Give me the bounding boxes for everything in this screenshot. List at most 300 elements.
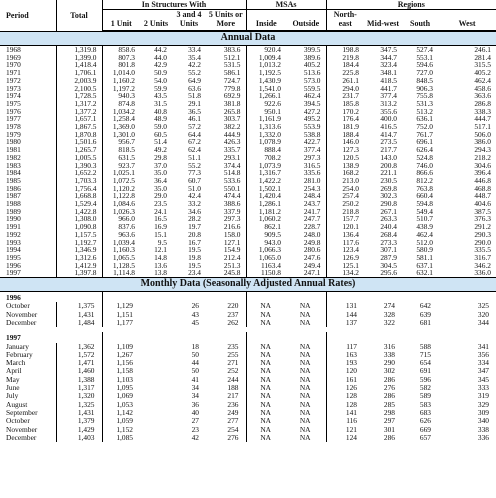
table-row	[0, 131, 496, 139]
cell-value: 54.0	[154, 76, 167, 85]
cell-value: 41	[191, 375, 199, 384]
cell-value: 681	[419, 318, 431, 327]
cell-value: 1,152	[116, 425, 133, 434]
row-period: 1975	[0, 100, 56, 108]
cell-value: 660.4	[416, 192, 433, 201]
cell-value: 141	[345, 408, 357, 417]
cell-value: 1,308.0	[56, 215, 102, 223]
cell-value: 13.6	[154, 261, 167, 270]
cell-value: 1,320	[56, 392, 102, 400]
cell-value: 302	[383, 367, 395, 376]
cell-value: 683	[419, 408, 431, 417]
cell-value: 319	[477, 392, 489, 401]
cell-value: 636.1	[416, 115, 433, 124]
cell-value: 29.0	[154, 192, 167, 201]
cell-value: 281.0	[286, 177, 326, 185]
empty-cell	[140, 409, 172, 417]
cell-value: 906.3	[416, 84, 433, 93]
cell-value: 254.0	[342, 184, 359, 193]
cell-value: 340	[477, 417, 489, 426]
cell-value: 48.9	[154, 115, 167, 124]
row-period: 1994	[0, 246, 56, 254]
cell-value: 1,160.2	[112, 76, 135, 85]
cell-value: 347.5	[380, 46, 397, 54]
cell-value: 1,332.0	[258, 130, 281, 139]
cell-value: 1,379	[56, 417, 102, 425]
cell-value: 37.0	[154, 161, 167, 170]
table-row	[0, 123, 496, 131]
cell-value: 329	[477, 400, 489, 409]
cell-value: 247.7	[286, 215, 326, 223]
cell-value: 235	[206, 343, 246, 351]
cell-value: 1,084.6	[112, 200, 135, 208]
cell-value: 33.4	[188, 46, 201, 54]
year-heading: 1997	[6, 333, 21, 343]
cell-value: 34.6	[188, 207, 201, 216]
cell-value: 138.9	[342, 161, 359, 170]
row-period: 1982	[0, 154, 56, 162]
cell-value: 276	[383, 384, 395, 393]
cell-value: 127.3	[342, 146, 359, 154]
cell-value: 247.6	[286, 254, 326, 262]
cell-value: 307.1	[380, 246, 397, 254]
cell-value: 250.2	[342, 200, 359, 208]
cell-value: 581.1	[416, 253, 433, 262]
cell-value: 290.0	[474, 238, 491, 247]
empty-cell	[140, 401, 172, 409]
row-period: June	[0, 384, 56, 392]
cell-value: 154.9	[206, 246, 246, 254]
table-row	[0, 200, 496, 208]
cell-value: 60.5	[154, 130, 167, 139]
cell-value: 1,397.8	[56, 269, 102, 277]
cell-value: 146.0	[342, 138, 359, 147]
empty-cell	[140, 367, 172, 375]
cell-value: 438.9	[416, 223, 433, 231]
cell-value: 36	[191, 400, 199, 409]
cell-value: 137	[345, 318, 357, 327]
table-row	[0, 92, 496, 100]
cell-value: 34	[191, 392, 199, 401]
row-period: 1979	[0, 131, 56, 139]
cell-value: 323.4	[380, 61, 397, 70]
cell-value: 517.1	[474, 123, 491, 131]
table-row	[0, 254, 496, 262]
cell-value: 462.4	[416, 230, 433, 239]
cell-value: 265.8	[206, 108, 246, 116]
cell-value: 304.5	[380, 261, 397, 270]
cell-value: 386.0	[474, 138, 491, 147]
cell-value: 1,390.3	[56, 162, 102, 170]
cell-value: 848.5	[416, 76, 433, 85]
cell-value: NA	[260, 392, 271, 401]
cell-value: 344.7	[380, 53, 397, 62]
cell-value: NA	[286, 367, 326, 375]
header-outside: Outside	[286, 10, 326, 31]
cell-value: 248.0	[286, 231, 326, 239]
cell-value: 213.0	[342, 176, 359, 185]
cell-value: 553.9	[286, 123, 326, 131]
cell-value: 1,265.7	[56, 146, 102, 154]
cell-value: 801.8	[118, 61, 135, 70]
cell-value: 67.2	[188, 138, 201, 147]
table-row	[0, 162, 496, 170]
cell-value: 513.2	[416, 107, 433, 116]
cell-value: 922.6	[264, 99, 281, 108]
cell-value: 297.3	[206, 215, 246, 223]
cell-value: 559.5	[286, 85, 326, 93]
cell-value: 1,258.4	[112, 115, 135, 124]
header-5-units-or-more: 5 Units or More	[206, 10, 246, 31]
cell-value: 583	[419, 400, 431, 409]
cell-value: 752.0	[416, 123, 433, 131]
cell-value: 29.8	[154, 153, 167, 162]
row-period: February	[0, 351, 56, 359]
table-row	[0, 223, 496, 231]
cell-value: 1,652.2	[56, 169, 102, 177]
cell-value: 1,346.9	[56, 246, 102, 254]
table-header	[0, 0, 496, 31]
cell-value: 49.2	[154, 146, 167, 154]
cell-value: 123.4	[342, 246, 359, 254]
row-period: October	[0, 302, 56, 310]
empty-cell	[140, 343, 172, 351]
cell-value: 193	[345, 359, 357, 368]
cell-value: 246.1	[474, 46, 491, 54]
cell-value: 18	[191, 342, 199, 351]
cell-value: 514.8	[206, 169, 246, 177]
row-period: October	[0, 417, 56, 425]
cell-value: 1,078.9	[258, 138, 281, 147]
cell-value: 42	[191, 433, 199, 442]
cell-value: 271	[206, 359, 246, 367]
cell-value: 244	[206, 376, 246, 384]
cell-value: 252	[206, 367, 246, 375]
table-row	[0, 54, 496, 62]
row-period: 1990	[0, 215, 56, 223]
cell-value: 943.0	[264, 238, 281, 247]
cell-value: 51.1	[188, 153, 201, 162]
cell-value: 588	[419, 342, 431, 351]
cell-value: 280.6	[286, 246, 326, 254]
cell-value: 347	[477, 367, 489, 376]
row-period: 1978	[0, 123, 56, 131]
cell-value: 249.4	[286, 262, 326, 270]
cell-value: 36.4	[154, 176, 167, 185]
cell-value: 940.3	[118, 92, 135, 100]
cell-value: 212.4	[206, 254, 246, 262]
table-row	[0, 46, 496, 54]
cell-value: 626	[419, 417, 431, 426]
table-row	[0, 192, 496, 200]
cell-value: 198.8	[342, 46, 359, 54]
cell-value: NA	[286, 426, 326, 434]
cell-value: 1,484	[56, 319, 102, 327]
cell-value: 163	[345, 350, 357, 359]
cell-value: 422.7	[286, 138, 326, 146]
cell-value: 120	[345, 367, 357, 376]
cell-value: 1,431	[56, 311, 102, 319]
cell-value: 294.0	[342, 84, 359, 93]
cell-value: 966.0	[118, 215, 135, 224]
cell-value: 248.4	[286, 192, 326, 200]
cell-value: 1,128.5	[112, 261, 135, 270]
cell-value: 19.8	[188, 253, 201, 262]
cell-value: 341	[477, 342, 489, 351]
cell-value: 230.5	[380, 176, 397, 185]
cell-value: 427.2	[286, 108, 326, 116]
cell-value: 325	[477, 302, 489, 311]
cell-value: 549.4	[416, 207, 433, 216]
cell-value: 44	[191, 359, 199, 368]
table-row	[0, 367, 496, 375]
cell-value: 14.8	[154, 253, 167, 262]
cell-value: NA	[260, 417, 271, 426]
cell-value: 27	[191, 417, 199, 426]
cell-value: 1,005.5	[56, 154, 102, 162]
cell-value: 1,181.2	[258, 207, 281, 216]
cell-value: 291.2	[474, 223, 491, 231]
cell-value: 418.5	[380, 76, 397, 85]
row-period: September	[0, 409, 56, 417]
cell-value: 301	[383, 425, 395, 434]
cell-value: 35.0	[154, 169, 167, 177]
cell-value: 31.5	[154, 99, 167, 108]
cell-value: 286.8	[474, 99, 491, 108]
cell-value: 383.6	[206, 46, 246, 54]
year-heading-row	[0, 332, 496, 342]
cell-value: 779.8	[206, 85, 246, 93]
cell-value: NA	[286, 343, 326, 351]
cell-value: 1,065.5	[112, 253, 135, 262]
cell-value: 388.6	[206, 200, 246, 208]
cell-value: 281.4	[474, 53, 491, 62]
cell-value: 243.7	[286, 200, 326, 208]
cell-value: 117.6	[342, 238, 359, 247]
cell-value: 42.4	[188, 192, 201, 201]
cell-value: 1,142	[116, 408, 133, 417]
cell-value: 158.0	[206, 231, 246, 239]
cell-value: 336	[477, 433, 489, 442]
cell-value: 40.8	[154, 107, 167, 116]
header-1-unit: 1 Unit	[102, 10, 140, 31]
cell-value: 273.5	[380, 138, 397, 147]
cell-value: NA	[260, 310, 271, 319]
table-row	[0, 239, 496, 247]
cell-value: 1,668.8	[56, 192, 102, 200]
cell-value: 715	[419, 350, 431, 359]
cell-value: 277	[206, 417, 246, 425]
cell-value: 1,192.5	[258, 69, 281, 77]
cell-value: 1,316.7	[258, 169, 281, 177]
cell-value: 261.1	[342, 76, 359, 85]
cell-value: 64.4	[188, 130, 201, 139]
cell-value: 692.9	[206, 92, 246, 100]
header-group-msas: MSAs	[246, 0, 326, 10]
cell-value: 1,160.3	[112, 246, 135, 254]
cell-value: 441.7	[380, 84, 397, 93]
cell-value: 29.1	[188, 99, 201, 108]
cell-value: 23.5	[154, 200, 167, 208]
cell-value: 1,399.0	[56, 54, 102, 62]
cell-value: 495.2	[286, 115, 326, 123]
cell-value: 59.0	[154, 123, 167, 131]
row-period: 1991	[0, 223, 56, 231]
table-row	[0, 269, 496, 277]
cell-value: 337.9	[206, 208, 246, 216]
cell-value: 1,867.5	[56, 123, 102, 131]
cell-value: 513.6	[286, 69, 326, 77]
cell-value: 320	[477, 310, 489, 319]
row-period: 1971	[0, 69, 56, 77]
cell-value: 33.2	[188, 200, 201, 208]
cell-value: 642	[419, 302, 431, 311]
cell-value: 1,090.8	[56, 223, 102, 231]
cell-value: 589	[419, 392, 431, 401]
row-period: 1989	[0, 208, 56, 216]
cell-value: 1,317.2	[56, 100, 102, 108]
cell-value: 144	[345, 310, 357, 319]
cell-value: 157.7	[342, 215, 359, 224]
cell-value: 632.1	[416, 269, 433, 278]
cell-value: 1,266.1	[258, 92, 281, 100]
cell-value: 1,073.9	[258, 161, 281, 170]
header-total: Total	[56, 0, 102, 31]
cell-value: NA	[286, 351, 326, 359]
cell-value: 956.7	[118, 138, 135, 147]
table-row	[0, 376, 496, 384]
cell-value: 336.0	[474, 269, 491, 278]
cell-value: 394.5	[286, 100, 326, 108]
cell-value: 1,085	[116, 433, 133, 442]
cell-value: 1,161.9	[258, 115, 281, 124]
cell-value: 131	[345, 302, 357, 311]
cell-value: 345	[477, 375, 489, 384]
row-period: July	[0, 392, 56, 400]
table-row	[0, 77, 496, 85]
cell-value: 458.6	[474, 84, 491, 93]
row-period: 1977	[0, 115, 56, 123]
cell-value: 1,095	[116, 384, 133, 393]
cell-value: 338	[477, 425, 489, 434]
header-inside: Inside	[246, 10, 286, 31]
header-south: South	[402, 10, 438, 31]
table-row	[0, 138, 496, 146]
cell-value: 55.2	[188, 69, 201, 77]
cell-value: 333	[477, 384, 489, 393]
cell-value: 57.2	[188, 123, 201, 131]
cell-value: 531.5	[206, 61, 246, 69]
cell-value: 1,319.8	[56, 46, 102, 54]
cell-value: 1,420.4	[258, 192, 281, 201]
cell-value: 377.4	[286, 146, 326, 154]
annual-data-table	[0, 46, 496, 277]
cell-value: 50	[191, 350, 199, 359]
cell-value: 273.3	[380, 238, 397, 247]
cell-value: 858.6	[118, 46, 135, 54]
cell-value: 16.7	[188, 238, 201, 247]
cell-value: 15.1	[154, 230, 167, 239]
cell-value: 2,003.9	[56, 77, 102, 85]
cell-value: 316.5	[286, 162, 326, 170]
year-heading-row	[0, 292, 496, 302]
cell-value: 553.1	[416, 53, 433, 62]
cell-value: 1,572	[56, 351, 102, 359]
cell-value: 594.8	[416, 200, 433, 208]
cell-value: 657	[419, 433, 431, 442]
cell-value: 134.2	[342, 269, 359, 278]
cell-value: 1,403	[56, 434, 102, 442]
table-row	[0, 417, 496, 425]
cell-value: 527.4	[416, 46, 433, 54]
cell-value: 45	[191, 318, 199, 327]
table-row	[0, 246, 496, 254]
cell-value: 285	[383, 400, 395, 409]
cell-value: NA	[260, 375, 271, 384]
cell-value: 267.1	[380, 207, 397, 216]
cell-value: NA	[260, 408, 271, 417]
cell-value: 126.9	[342, 253, 359, 262]
cell-value: 251.3	[206, 262, 246, 270]
row-period: 1969	[0, 54, 56, 62]
cell-value: 669	[419, 425, 431, 434]
cell-value: 1,529.4	[56, 200, 102, 208]
cell-value: 355.6	[380, 107, 397, 116]
cell-value: 35.4	[188, 53, 201, 62]
cell-value: 444.7	[474, 115, 491, 124]
cell-value: 43	[191, 310, 199, 319]
row-period: 1985	[0, 177, 56, 185]
cell-value: 538.8	[286, 131, 326, 139]
cell-value: 1,422.8	[56, 208, 102, 216]
cell-value: 286	[383, 392, 395, 401]
cell-value: NA	[286, 401, 326, 409]
cell-value: 446.8	[474, 176, 491, 185]
cell-value: 28.2	[188, 215, 201, 224]
empty-cell	[140, 417, 172, 425]
cell-value: 269.8	[380, 184, 397, 193]
table-row	[0, 108, 496, 116]
cell-value: 263.3	[380, 215, 397, 224]
cell-value: 216.6	[206, 223, 246, 231]
cell-value: 1,301.0	[112, 130, 135, 139]
cell-value: 696.1	[416, 138, 433, 147]
cell-value: 691	[419, 367, 431, 376]
cell-value: 1,657.1	[56, 115, 102, 123]
cell-value: 1,065.0	[258, 253, 281, 262]
cell-value: NA	[286, 376, 326, 384]
cell-value: 128	[345, 392, 357, 401]
cell-value: 1,034.2	[112, 107, 135, 116]
cell-value: 257.4	[342, 192, 359, 201]
header-2-units: 2 Units	[140, 10, 172, 31]
cell-value: 218.8	[342, 207, 359, 216]
header-group-regions: Regions	[326, 0, 496, 10]
cell-value: 1,072.5	[112, 176, 135, 185]
empty-cell	[140, 384, 172, 392]
cell-value: NA	[286, 409, 326, 417]
row-period: 1987	[0, 192, 56, 200]
cell-value: 382.2	[206, 123, 246, 131]
row-period: 1983	[0, 162, 56, 170]
cell-value: 302.3	[380, 192, 397, 201]
cell-value: 1,422.2	[258, 176, 281, 185]
cell-value: 50	[191, 367, 199, 376]
cell-value: NA	[260, 350, 271, 359]
cell-value: 304.6	[474, 161, 491, 170]
cell-value: 120.5	[342, 153, 359, 162]
cell-value: 19.5	[188, 261, 201, 270]
